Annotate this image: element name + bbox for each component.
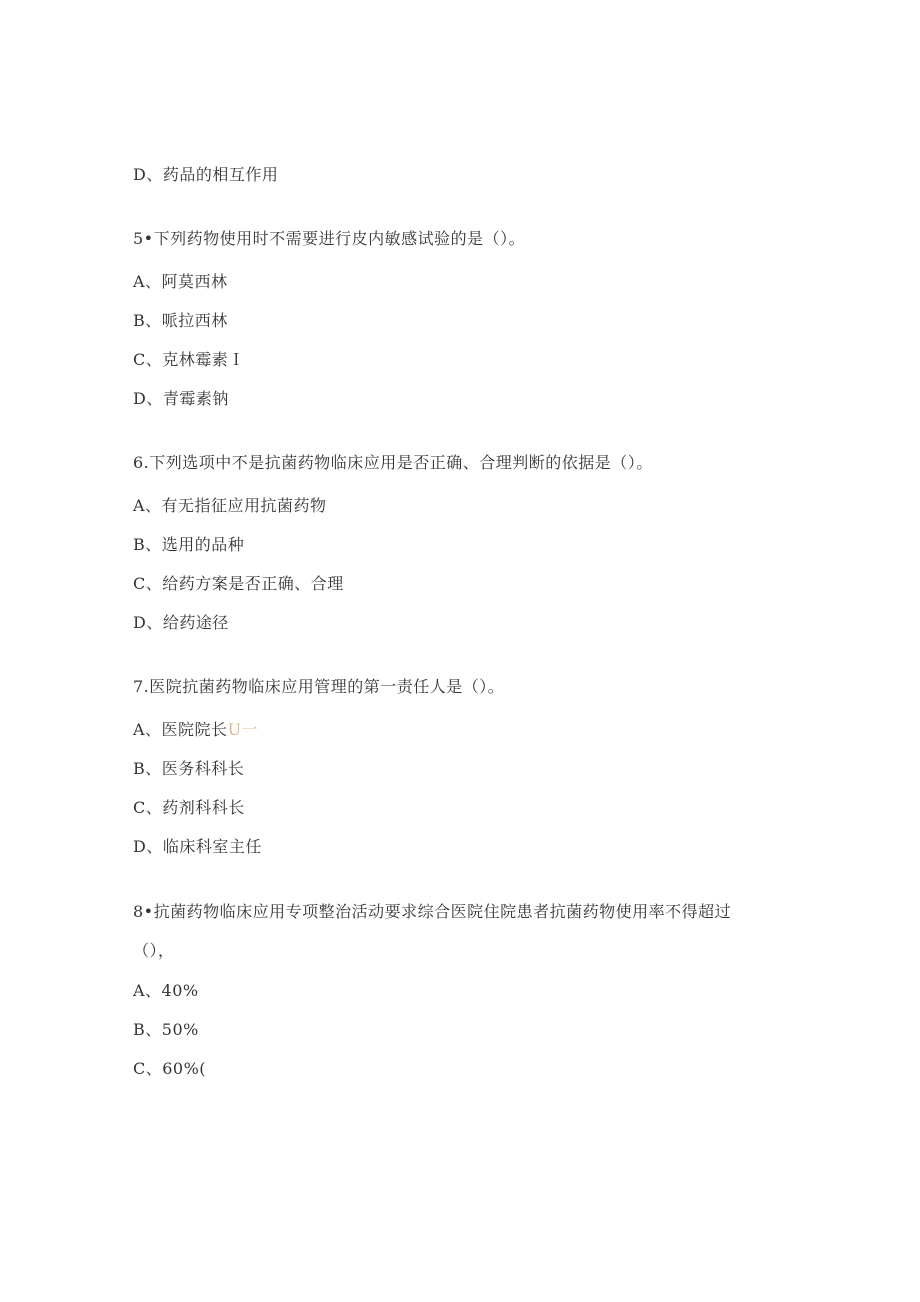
q6-option-d: D、给药途径	[133, 613, 229, 632]
q7-option-a-mark: U一	[227, 720, 259, 739]
q8-option-c: C、60%(	[133, 1059, 207, 1078]
q4-option-d: D、药品的相互作用	[133, 165, 279, 184]
q7-stem: 7.医院抗菌药物临床应用管理的第一责任人是（）。	[133, 677, 505, 696]
q6-option-a: A、有无指征应用抗菌药物	[133, 496, 327, 515]
q7-option-b: B、医务科科长	[133, 759, 245, 778]
q6-stem: 6.下列选项中不是抗菌药物临床应用是否正确、合理判断的依据是（）。	[133, 453, 653, 472]
q7-option-c: C、药剂科科长	[133, 798, 245, 817]
q5-stem: 5•下列药物使用时不需要进行皮内敏感试验的是（）。	[133, 229, 526, 248]
q8-stem-line2: （），	[133, 941, 175, 960]
q8-option-b: B、50%	[133, 1020, 199, 1039]
q6-option-c: C、给药方案是否正确、合理	[133, 574, 344, 593]
q6-option-b: B、选用的品种	[133, 535, 245, 554]
q5-option-a: A、阿莫西林	[133, 272, 228, 291]
q8-option-a: A、40%	[133, 981, 199, 1000]
q8-stem-line1: 8•抗菌药物临床应用专项整治活动要求综合医院住院患者抗菌药物使用率不得超过	[133, 902, 732, 921]
q7-option-a-text: A、医院院长	[133, 720, 228, 739]
q7-option-d: D、临床科室主任	[133, 837, 262, 856]
q5-option-b: B、哌拉西林	[133, 311, 228, 330]
q7-option-a	[133, 720, 258, 740]
q5-option-c: C、克林霉素Ｉ	[133, 350, 245, 369]
q5-option-d: D、青霉素钠	[133, 389, 229, 408]
